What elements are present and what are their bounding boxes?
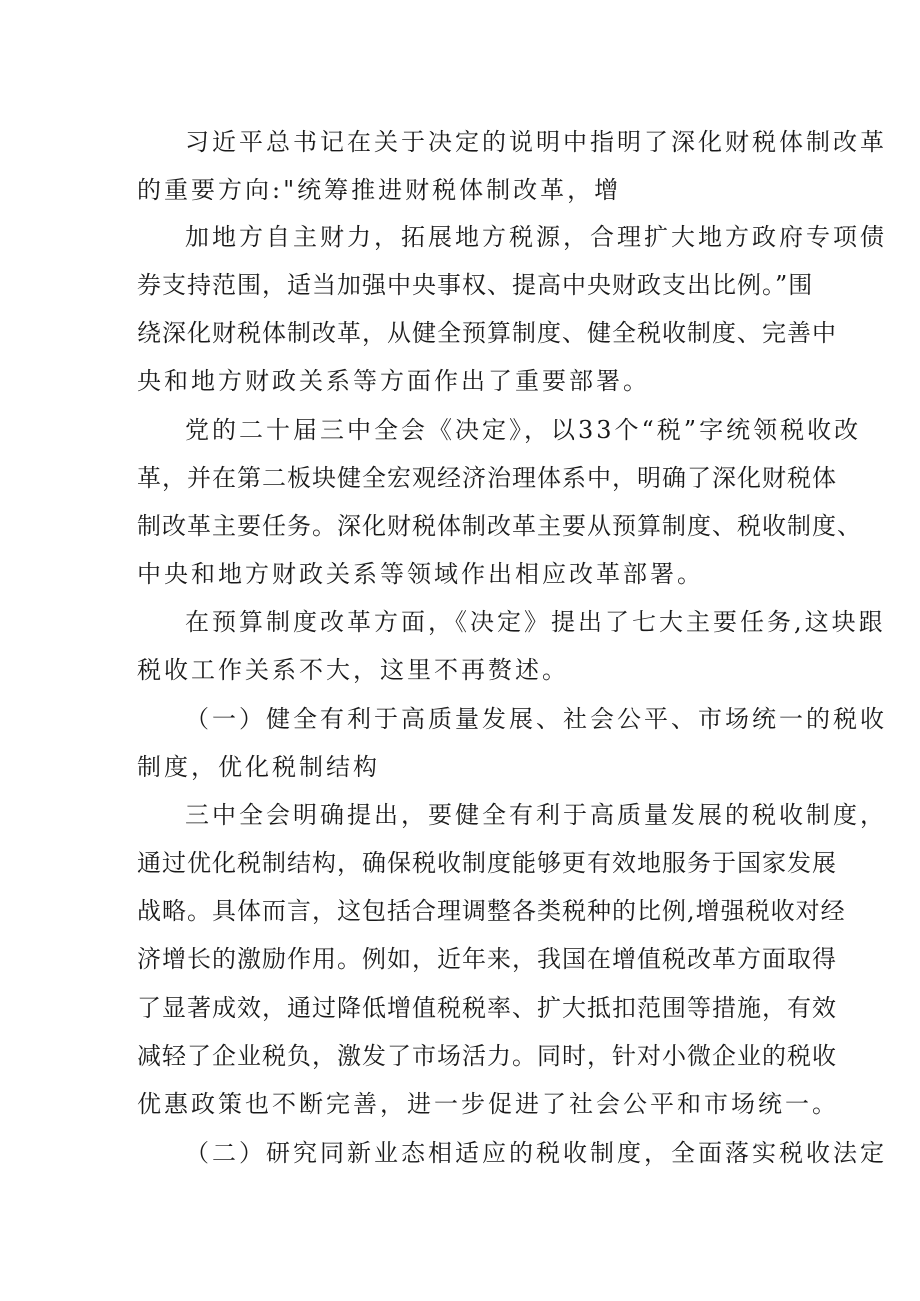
- paragraph-5-line-5: 了显著成效，通过降低增值税税率、扩大抵扣范围等措施，有效: [137, 994, 837, 1022]
- paragraph-5-line-3: 战略。具体而言，这包括合理调整各类税种的比例,增强税收对经: [137, 897, 846, 925]
- paragraph-4-line-2: 税收工作关系不大，这里不再赘述。: [137, 656, 569, 684]
- paragraph-2-line-2: 券支持范围，适当加强中央事权、提高中央财政支出比例。”围: [137, 271, 814, 299]
- paragraph-3-line-3: 制改革主要任务。深化财税体制改革主要从预算制度、税收制度、: [137, 512, 862, 540]
- paragraph-4-line-1: 在预算制度改革方面，《决定》提出了七大主要任务,这块跟: [185, 608, 886, 636]
- paragraph-2-line-4: 央和地方财政关系等方面作出了重要部署。: [137, 367, 650, 395]
- section-heading-1-line-1: （一）健全有利于高质量发展、社会公平、市场统一的税收: [185, 705, 887, 733]
- paragraph-3-line-1: 党的二十届三中全会《决定》，以33个“税”字统领税收改: [185, 416, 862, 444]
- section-heading-2-line-1: （二）研究同新业态相适应的税收制度，全面落实税收法定: [185, 1139, 887, 1167]
- paragraph-5-line-1: 三中全会明确提出，要健全有利于高质量发展的税收制度，: [185, 801, 887, 829]
- paragraph-5-line-7: 优惠政策也不断完善，进一步促进了社会公平和市场统一。: [137, 1090, 839, 1118]
- paragraph-3-line-2: 革，并在第二板块健全宏观经济治理体系中，明确了深化财税体: [137, 464, 837, 492]
- paragraph-2-line-3: 绕深化财税体制改革，从健全预算制度、健全税收制度、完善中: [137, 319, 837, 347]
- paragraph-5-line-4: 济增长的激励作用。例如，近年来，我国在增值税改革方面取得: [137, 945, 837, 973]
- paragraph-1-line-2: 的重要方向:"统筹推进财税体制改革，增: [137, 176, 622, 204]
- section-heading-1-line-2: 制度，优化税制结构: [137, 753, 380, 781]
- paragraph-3-line-4: 中央和地方财政关系等领域作出相应改革部署。: [137, 560, 704, 588]
- paragraph-1-line-1: 习近平总书记在关于决定的说明中指明了深化财税体制改革: [185, 128, 887, 156]
- paragraph-2-line-1: 加地方自主财力，拓展地方税源，合理扩大地方政府专项债: [185, 223, 887, 251]
- paragraph-5-line-2: 通过优化税制结构，确保税收制度能够更有效地服务于国家发展: [137, 849, 837, 877]
- paragraph-5-line-6: 减轻了企业税负，激发了市场活力。同时，针对小微企业的税收: [137, 1042, 837, 1070]
